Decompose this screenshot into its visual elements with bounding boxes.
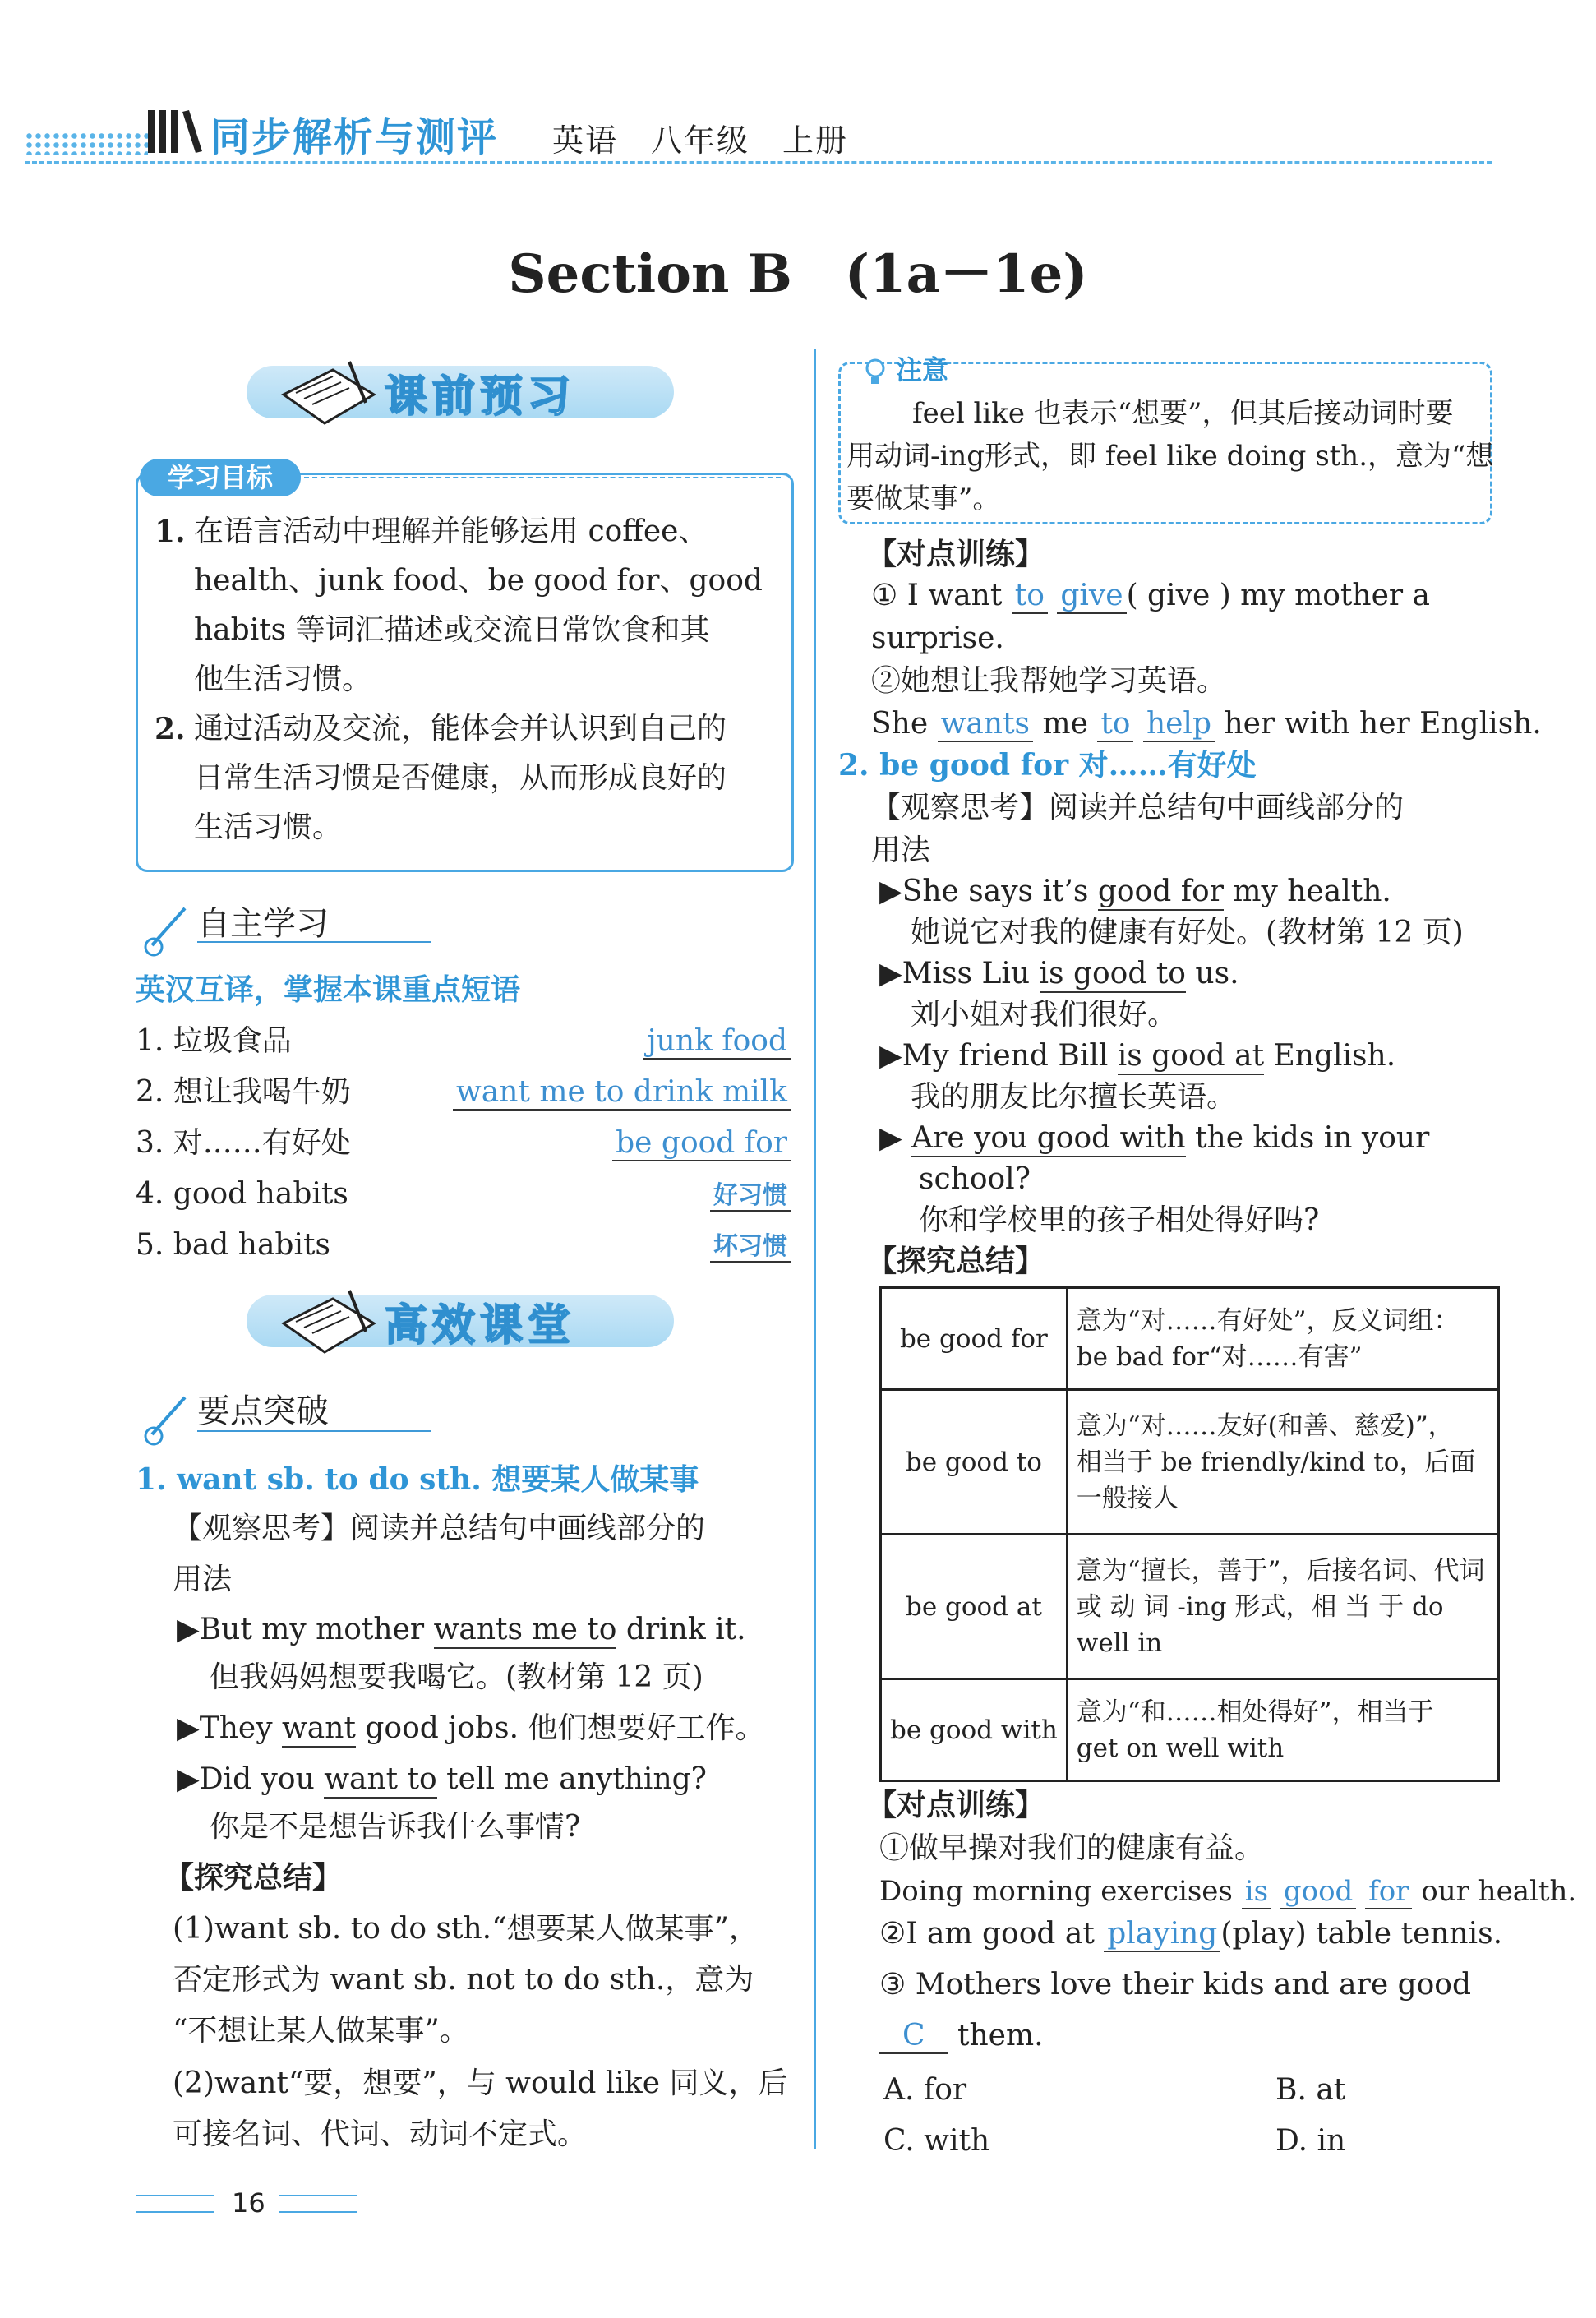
key-points-heading: 要点突破	[197, 1392, 329, 1430]
goal-tag-line	[304, 477, 781, 478]
be-good-example-4-cont: school?	[919, 1162, 1031, 1196]
be-good-example-1-cn: 她说它对我的健康有好处。(教材第 12 页)	[911, 916, 1464, 949]
be-good-example-2-cn: 刘小姐对我们很好。	[911, 998, 1178, 1032]
header-title: 同步解析与测评	[210, 114, 499, 160]
summary-1-line-1: (1)want sb. to do sth.“想要某人做某事”，	[173, 1912, 759, 1946]
option-d: D. in	[1275, 2124, 1346, 2158]
phrase-1-a: junk food	[643, 1024, 791, 1060]
option-b: B. at	[1275, 2073, 1346, 2107]
option-a: A. for	[883, 2073, 967, 2107]
exercise-1-cn: ①做早操对我们的健康有益。	[879, 1831, 1265, 1865]
learning-goals-tag: 学习目标	[140, 459, 301, 496]
goal-1-num: 1.	[155, 515, 186, 549]
be-good-example-1: ▶She says it’s good for my health.	[879, 871, 1391, 912]
banner-class-text: 高效课堂	[385, 1301, 576, 1351]
practice-label-2: 【对点训练】	[867, 1789, 1045, 1822]
table-row	[881, 1288, 1499, 1390]
page-number: 16	[232, 2187, 265, 2219]
summary-label: 【探究总结】	[164, 1861, 343, 1895]
table-key: be good with	[881, 1679, 1068, 1781]
table-row	[881, 1390, 1499, 1535]
summary-2-line-2: 可接名词、代词、动词不定式。	[173, 2117, 588, 2151]
be-good-example-3-cn: 我的朋友比尔擅长英语。	[911, 1080, 1237, 1114]
goal-2-num: 2.	[155, 712, 186, 746]
practice-label: 【对点训练】	[867, 538, 1045, 571]
goal-1-line-3: habits 等词汇描述或交流日常饮食和其	[194, 613, 710, 647]
point1-title: 1. want sb. to do sth. 想要某人做某事	[136, 1462, 699, 1497]
table-value: 意为“和……相处得好”，相当于 get on well with	[1067, 1679, 1498, 1781]
goal-1-line-4: 他生活习惯。	[194, 663, 372, 696]
phrase-5-a: 坏习惯	[710, 1232, 791, 1263]
summary-label-2: 【探究总结】	[867, 1244, 1045, 1278]
observe-label: 【观察思考】阅读并总结句中画线部分的	[173, 1512, 706, 1545]
pencil-icon	[136, 1385, 201, 1451]
banner-preview-text: 课前预习	[385, 372, 576, 422]
goal-1-line-2: health、junk food、be good for、good	[194, 564, 763, 598]
summary-1-line-3: “不想让某人做某事”。	[173, 2014, 469, 2048]
phrase-5-q: 5. bad habits	[136, 1228, 330, 1262]
goal-2-line-3: 生活习惯。	[194, 810, 343, 844]
exercise-3: ③ Mothers love their kids and are good	[879, 1968, 1472, 2002]
exercise-3-cont: C them.	[879, 2016, 1044, 2057]
header-divider	[25, 161, 1492, 164]
self-study-underline	[197, 941, 431, 943]
table-row	[881, 1679, 1499, 1781]
footer-decoration	[279, 2195, 357, 2213]
be-good-example-3: ▶My friend Bill is good at English.	[879, 1036, 1395, 1077]
option-c: C. with	[883, 2124, 990, 2158]
example-3: ▶Did you want to tell me anything?	[177, 1759, 707, 1800]
note-line-2: 用动词-ing形式，即 feel like doing sth.，意为“想	[846, 440, 1494, 473]
practice-2-cn: ②她想让我帮她学习英语。	[871, 664, 1227, 698]
example-1-cn: 但我妈妈想要我喝它。(教材第 12 页)	[210, 1660, 703, 1694]
observe-label-2-cont: 用法	[871, 833, 931, 867]
table-value: 意为“对……友好(和善、慈爱)”， 相当于 be friendly/kind to，后面 一般接人	[1067, 1390, 1498, 1535]
column-divider	[814, 349, 816, 2149]
example-2: ▶They want good jobs. 他们想要好工作。	[177, 1708, 765, 1749]
note-title: 注意	[896, 354, 949, 386]
table-row	[881, 1535, 1499, 1679]
practice-2: She wants me to help her with her English.	[871, 707, 1542, 741]
summary-1-line-2: 否定形式为 want sb. not to do sth.，意为	[173, 1963, 754, 1997]
observe-label-2: 【观察思考】阅读并总结句中画线部分的	[871, 791, 1405, 824]
self-study-heading: 自主学习	[197, 905, 329, 943]
example-3-cn: 你是不是想告诉我什么事情?	[210, 1810, 581, 1844]
goal-1-line-1: 在语言活动中理解并能够运用 coffee、	[194, 515, 708, 548]
practice-1-cont: surprise.	[871, 621, 1004, 655]
note-line-3: 要做某事”。	[846, 483, 1001, 515]
goal-2-line-1: 通过活动及交流，能体会并认识到自己的	[194, 712, 727, 746]
key-points-underline	[197, 1430, 431, 1432]
be-good-example-2: ▶Miss Liu is good to us.	[879, 954, 1239, 995]
table-value: 意为“擅长，善于”，后接名词、代词 或 动 词 -ing 形式，相 当 于 do well in	[1067, 1535, 1498, 1679]
lightbulb-icon	[861, 355, 889, 388]
book-pen-icon	[275, 345, 382, 436]
pencil-icon	[136, 896, 201, 962]
table-key: be good at	[881, 1535, 1068, 1679]
summary-2-line-1: (2)want“要，想要”，与 would like 同义，后	[173, 2066, 788, 2100]
footer-decoration	[136, 2195, 214, 2213]
summary-table	[879, 1286, 1500, 1782]
table-key: be good to	[881, 1390, 1068, 1535]
observe-label-cont: 用法	[173, 1563, 233, 1596]
table-value: 意为“对……有好处”，反义词组： be bad for“对……有害”	[1067, 1288, 1498, 1390]
example-1: ▶But my mother wants me to drink it.	[177, 1609, 746, 1651]
be-good-example-4-cn: 你和学校里的孩子相处得好吗?	[919, 1203, 1320, 1237]
be-good-example-4: ▶ Are you good with the kids in your	[879, 1118, 1429, 1159]
point2-title: 2. be good for 对……有好处	[838, 748, 1257, 783]
phrase-1-q: 1. 垃圾食品	[136, 1024, 292, 1058]
translate-title: 英汉互译，掌握本课重点短语	[136, 973, 521, 1007]
phrase-3-a: be good for	[612, 1126, 791, 1161]
header-subject: 英语 八年级 上册	[552, 122, 849, 159]
practice-1: ① I want to give ( give ) my mother a	[871, 579, 1430, 612]
section-title: Section B (1a－1e)	[508, 243, 1088, 305]
goal-2-line-2: 日常生活习惯是否健康，从而形成良好的	[194, 761, 727, 795]
table-key: be good for	[881, 1288, 1068, 1390]
exercise-2: ②I am good at playing (play) table tennis.	[879, 1917, 1503, 1951]
header-dots	[25, 132, 148, 155]
phrase-4-a: 好习惯	[710, 1181, 791, 1212]
exercise-1: Doing morning exercises is good for our health.	[879, 1875, 1577, 1908]
books-logo-icon	[146, 105, 204, 158]
phrase-3-q: 3. 对……有好处	[136, 1126, 351, 1160]
phrase-2-a: want me to drink milk	[453, 1075, 791, 1111]
note-line-1: feel like 也表示“想要”，但其后接动词时要	[912, 397, 1454, 430]
phrase-2-q: 2. 想让我喝牛奶	[136, 1075, 351, 1109]
book-pen-icon	[275, 1274, 382, 1364]
phrase-4-q: 4. good habits	[136, 1177, 348, 1211]
